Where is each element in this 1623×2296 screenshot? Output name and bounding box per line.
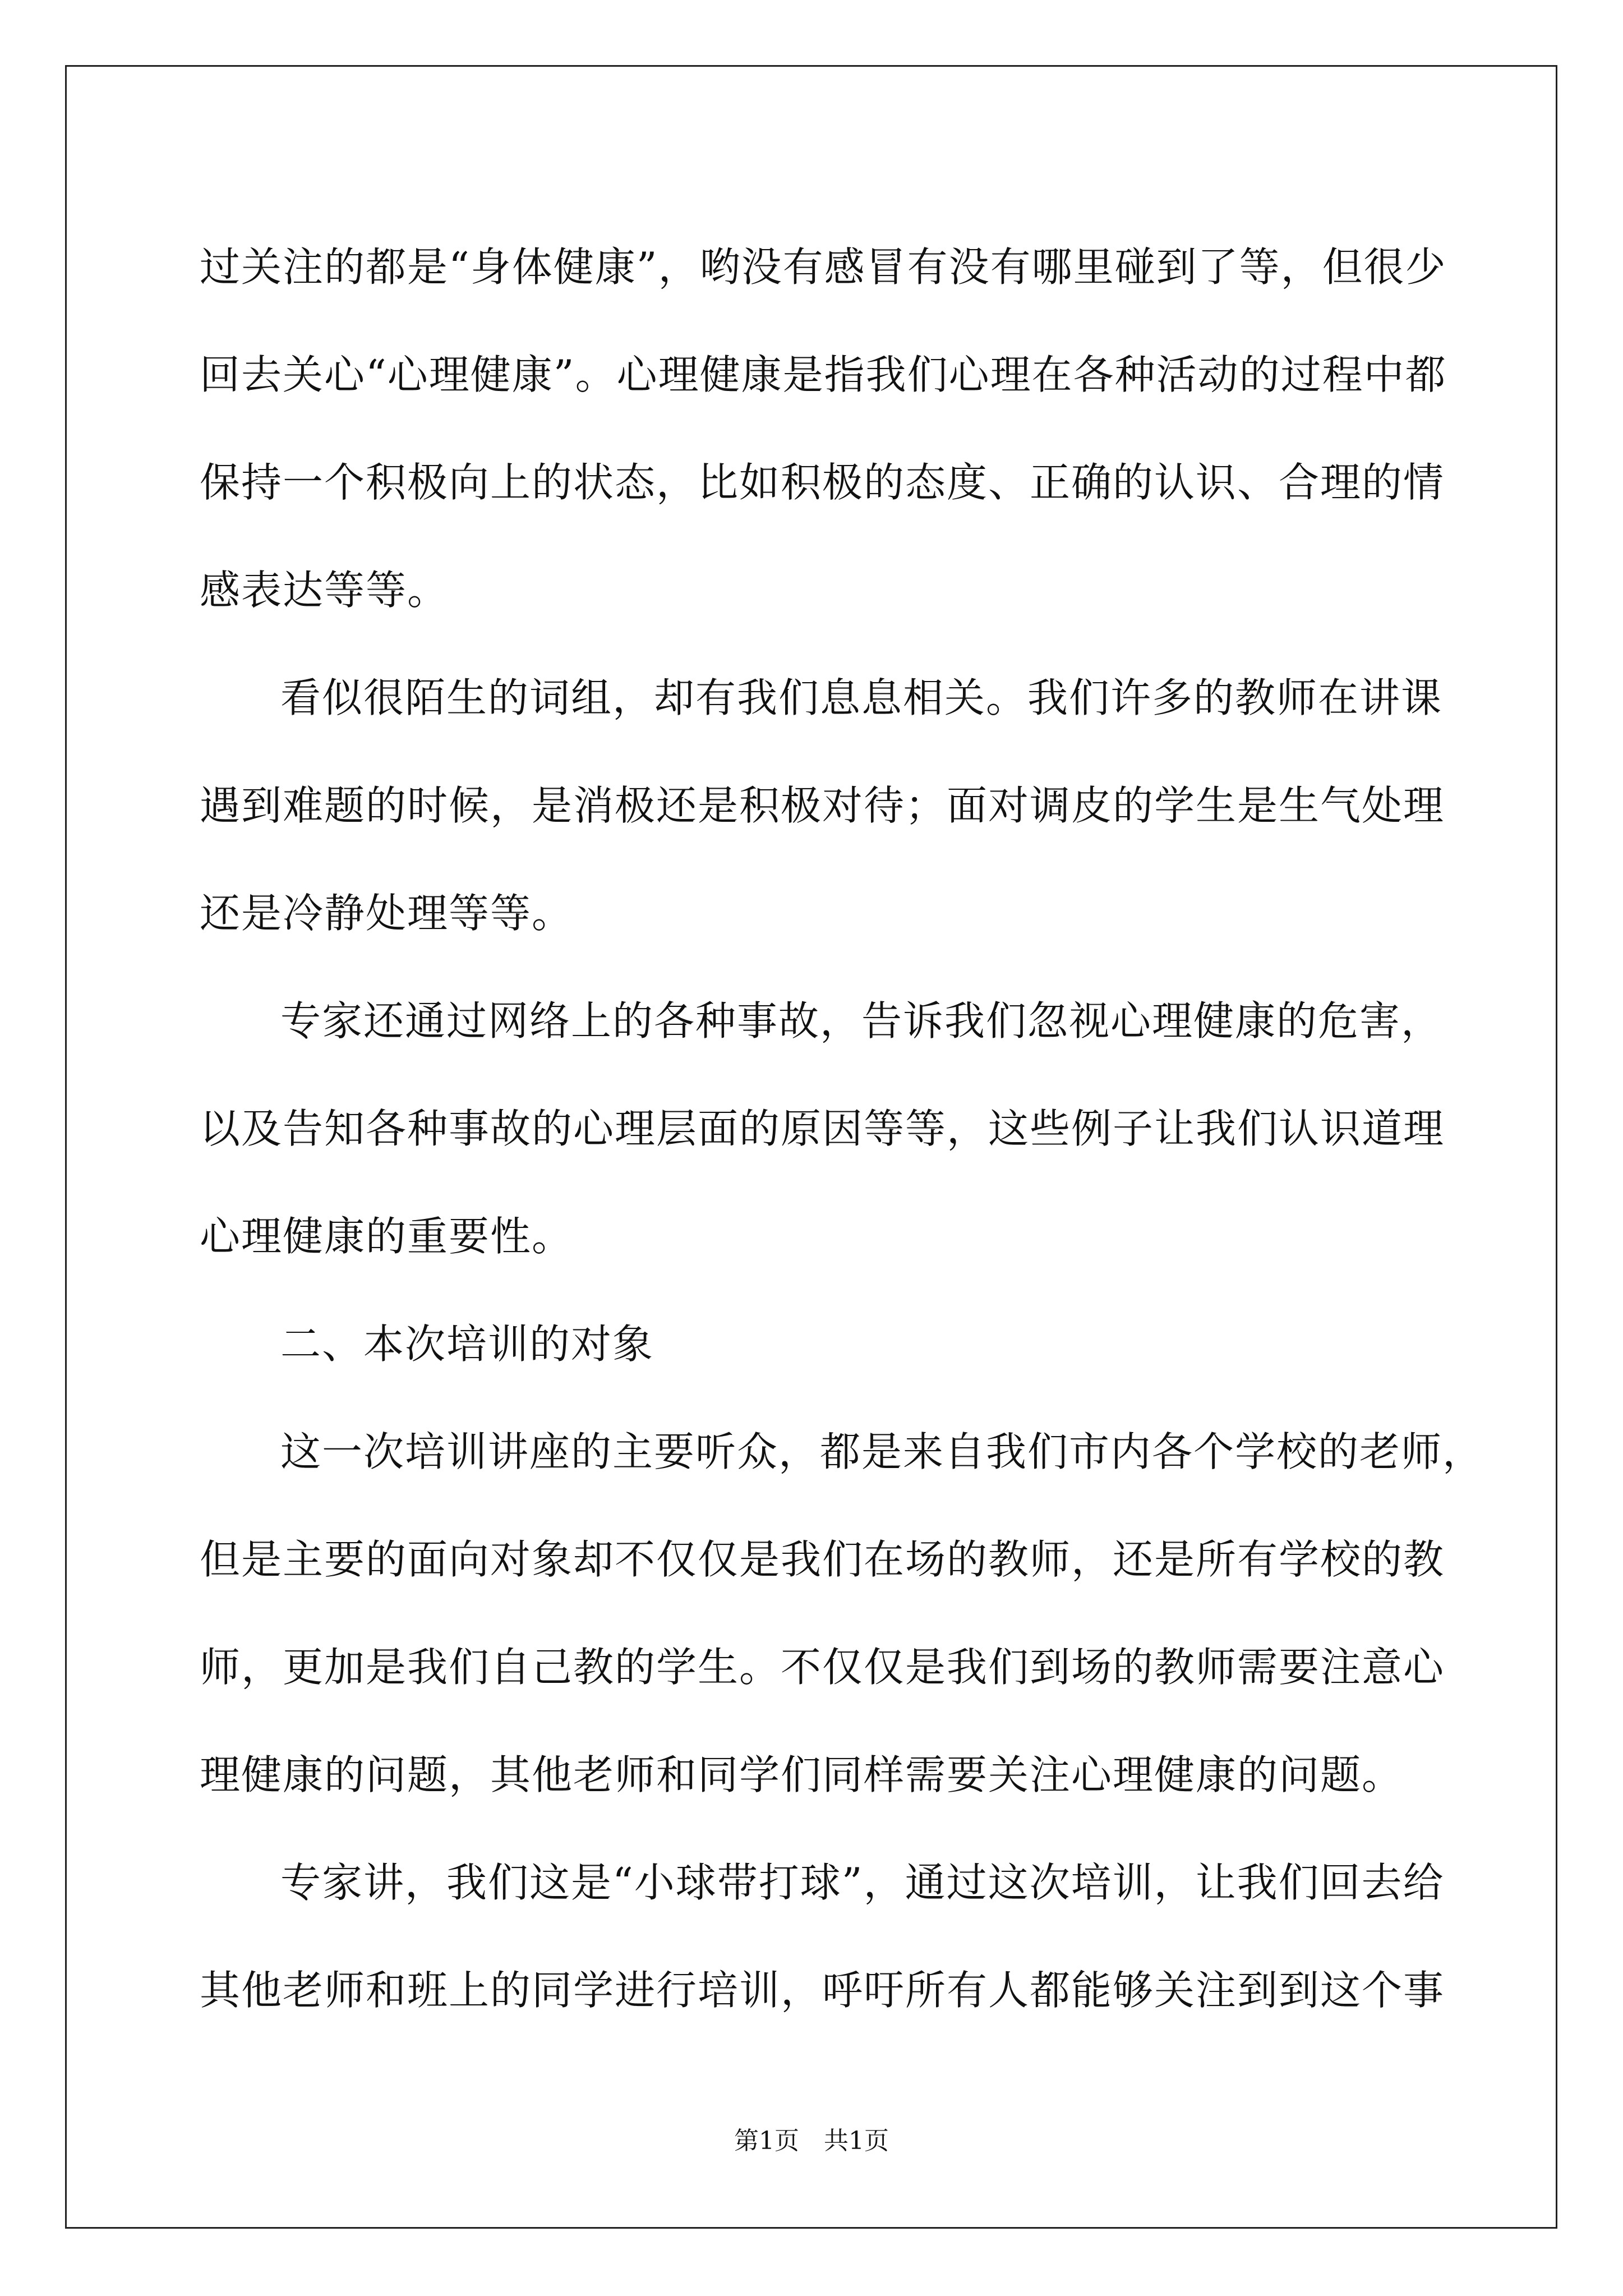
text-line: 师，更加是我们自己教的学生。不仅仅是我们到场的教师需要注意心 [200,1644,1445,1691]
text-line: 心理健康的重要性。 [200,1213,574,1260]
text-line: 看似很陌生的词组，却有我们息息相关。我们许多的教师在讲课 [280,674,1443,721]
text-line: 感表达等等。 [200,567,449,614]
text-line: 但是主要的面向对象却不仅仅是我们在场的教师，还是所有学校的教 [200,1536,1445,1583]
text-line: 过关注的都是“身体健康”，哟没有感冒有没有哪里碰到了等，但很少 [200,243,1447,291]
document-body [200,213,1484,2044]
text-line: 其他老师和班上的同学进行培训，呼吁所有人都能够关注到到这个事 [200,1967,1445,2014]
section-heading: 二、本次培训的对象 [280,1320,654,1368]
text-line: 遇到难题的时候，是消极还是积极对待；面对调皮的学生是生气处理 [200,782,1445,829]
text-line: 专家还通过网络上的各种事故，告诉我们忽视心理健康的危害， [280,997,1443,1045]
text-line: 以及告知各种事故的心理层面的原因等等，这些例子让我们认识道理 [200,1105,1445,1152]
text-line: 保持一个积极向上的状态，比如积极的态度、正确的认识、合理的情 [200,459,1445,506]
text-line: 专家讲，我们这是“小球带打球”，通过这次培训，让我们回去给 [280,1859,1445,1906]
text-line: 理健康的问题，其他老师和同学们同样需要关注心理健康的问题。 [200,1751,1404,1798]
text-line: 回去关心“心理健康”。心理健康是指我们心理在各种活动的过程中都 [200,351,1447,398]
text-line: 还是冷静处理等等。 [200,890,574,937]
text-line: 这一次培训讲座的主要听众，都是来自我们市内各个学校的老师， [280,1428,1484,1475]
page-number-footer: 第1页 共1页 [734,2127,889,2155]
